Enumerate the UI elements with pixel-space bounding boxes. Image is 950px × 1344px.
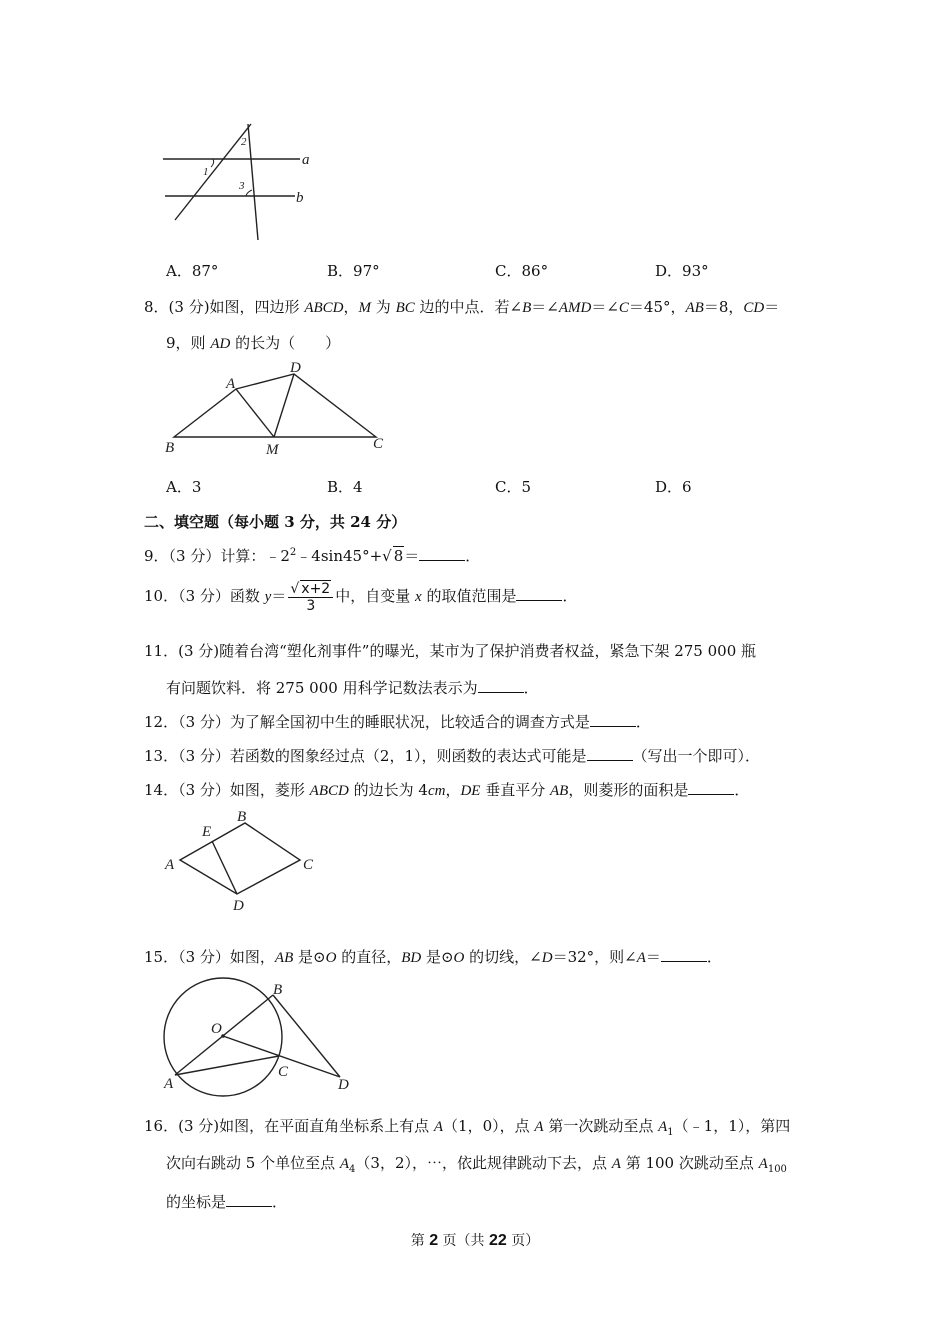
label-c: C [373,436,384,452]
q13: 13．（3 分）若函数的图象经过点（2，1），则函数的表达式可能是 （写出一个即可）． [144,747,761,765]
q13-answer-blank[interactable] [587,746,633,761]
label-a: A [226,376,236,392]
q11-line1: 11．(3 分)随着台湾“塑化剂事件”的曝光，某市为了保护消费者权益，紧急下架 275 000 瓶 [144,642,757,660]
q10-fraction [288,580,333,614]
label-1: 1 [203,166,209,178]
label-d: D [290,360,301,376]
label-m: M [266,442,279,458]
q14-figure [160,805,325,915]
rhombus-abcd [180,823,300,894]
q8-option-c: C．5 [495,478,532,496]
q8-stem-line1: 8．(3 分)如图，四边形 ABCD，M 为 BC 边的中点．若∠B＝∠AMD＝∠C＝45°，AB＝8，CD＝ [144,298,780,316]
label-d: D [338,1077,349,1093]
q16-line1: 16．(3 分)如图，在平面直角坐标系上有点 A（1，0），点 A 第一次跳动至点 $A_1(﹣1$，1），第四 [144,1117,791,1138]
q7-option-d: D．93° [655,262,709,280]
label-d: D [233,898,244,914]
label-b: B [273,982,283,998]
label-o: O [211,1021,222,1037]
q8-stem-line2: 9，则 AD 的长为（ ） [166,334,341,352]
sqrt-symbol: √ [382,547,392,565]
q8-option-d: D．6 [655,478,692,496]
q15: 15．（3 分）如图，AB 是⊙O 的直径，BD 是⊙O 的切线，∠D＝32°，则∠A＝ ． [144,948,722,966]
page-total: 22 [489,1232,507,1249]
label-e: E [202,824,212,840]
q10-answer-blank[interactable] [516,586,562,601]
q8-figure [160,358,395,458]
label-b: B [165,440,175,456]
q7-figure [155,118,325,248]
q8-option-a: A．3 [166,478,202,496]
q10-radicand: x+2 [301,581,331,597]
q7-option-b: B．97° [327,262,380,280]
label-c: C [303,857,314,873]
transversal-2 [248,124,258,240]
q9-radicand: 8 [393,547,404,565]
q10-denominator: 3 [306,598,316,614]
label-a: A [164,1076,174,1092]
page-footer: 第 2 页（共 22 页） [410,1232,540,1249]
q16-line2: 次向右跳动 5 个单位至点 $A_4(3$，2），⋯，依此规律跳动下去，点 A 第 100 次跳动至点 $A_{100}$ [166,1154,787,1175]
q11-line2: 有问题饮料．将 275 000 用科学记数法表示为 ． [166,679,539,697]
q10: 10．（3 分）函数 y＝ $\frac{√ x+2}{3}$ 中，自变量 x 的取值范围是 ． [144,581,578,614]
q12: 12．（3 分）为了解全国初中生的睡眠状况，比较适合的调查方式是 ． [144,713,651,731]
transversal-1 [175,124,251,220]
section-2-heading: 二、填空题（每小题 3 分，共 24 分） [144,513,407,531]
q7-option-c: C．86° [495,262,549,280]
segment-ad [175,1056,279,1075]
label-b: B [237,809,247,825]
label-c: C [278,1064,289,1080]
quadrilateral-abcd [174,374,376,437]
q7-option-a: A．87° [166,262,219,280]
q12-answer-blank[interactable] [590,712,636,727]
angle-1-arc [211,159,214,167]
q9-answer-blank[interactable] [419,546,465,561]
angle-3-arc [246,190,252,196]
label-a: a [302,152,310,168]
q16-answer-blank[interactable] [226,1192,272,1207]
label-3: 3 [239,180,245,192]
segment-am [236,389,274,437]
label-a: A [165,857,175,873]
sqrt-symbol: √ [290,581,300,597]
label-b: b [296,190,304,206]
q14: 14．（3 分）如图，菱形 ABCD 的边长为 4cm，DE 垂直平分 AB，则菱形的面积是 ． [144,781,750,799]
q16-line3: 的坐标是 ． [166,1193,288,1211]
label-2: 2 [241,136,247,148]
segment-dm [274,374,294,437]
q9: 9．（3 分）计算：$﹣2^2﹣4\sin 45^\circ+√$ 8＝ ． [144,547,481,565]
q8-option-b: B．4 [327,478,363,496]
q14-answer-blank[interactable] [688,780,734,795]
q15-answer-blank[interactable] [661,947,707,962]
q15-figure [158,972,358,1097]
q11-answer-blank[interactable] [478,678,524,693]
page-number: 2 [429,1232,439,1249]
